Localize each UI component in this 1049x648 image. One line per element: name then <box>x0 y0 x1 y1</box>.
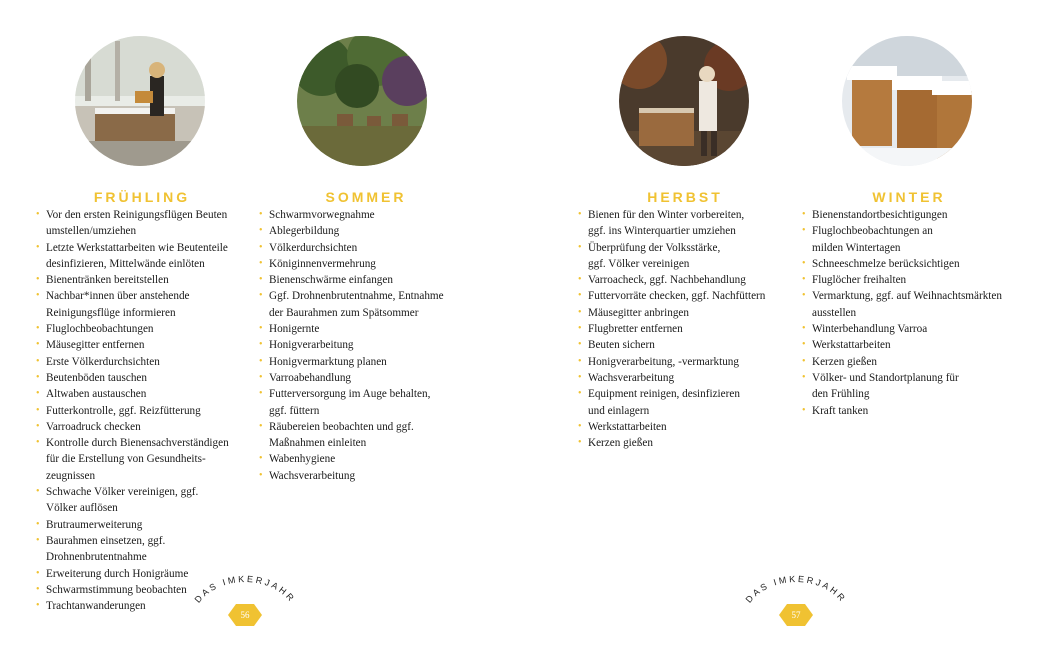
list-item-text: Futterversorgung im Auge behalten, <box>269 388 431 401</box>
bullet-icon: • <box>802 339 806 351</box>
list-item-text: Fluglöcher freihalten <box>812 274 907 287</box>
list-item-text: Maßnahmen einleiten <box>269 437 367 450</box>
bullet-icon: • <box>36 241 40 253</box>
list-item-text: Varroacheck, ggf. Nachbehandlung <box>588 274 746 287</box>
list-item-text: Trachtanwanderungen <box>46 600 146 613</box>
bullet-icon: • <box>36 518 40 530</box>
list-item-text: Werkstattarbeiten <box>812 339 891 352</box>
bullet-icon: • <box>802 209 806 220</box>
season-title-autumn: HERBST <box>647 189 723 205</box>
list-item-text: Mäusegitter anbringen <box>588 306 689 319</box>
bullet-icon: • <box>802 355 806 367</box>
list-item <box>259 354 444 370</box>
bullet-icon: • <box>578 339 582 351</box>
list-item <box>259 451 444 467</box>
beekeeper-autumn-icon <box>619 36 749 166</box>
list-item <box>578 321 765 337</box>
list-item <box>578 370 765 386</box>
list-item <box>802 223 1002 239</box>
list-item-text: für die Erstellung von Gesundheits- <box>46 453 206 466</box>
bullet-icon: • <box>802 225 806 237</box>
list-item-text: Flugbretter entfernen <box>588 323 683 336</box>
list-item-text: Wabenhygiene <box>269 453 336 466</box>
list-item <box>259 256 444 272</box>
list-item-text: Kraft tanken <box>812 404 869 417</box>
list-item-text: Ablegerbildung <box>269 225 340 238</box>
list-item <box>36 533 229 549</box>
list-item <box>578 337 765 353</box>
bullet-icon: • <box>259 355 263 367</box>
page-number: 56 <box>240 610 250 620</box>
list-item-text: Kerzen gießen <box>588 437 653 450</box>
list-item <box>36 451 229 467</box>
bullet-icon: • <box>802 290 806 302</box>
list-item-text: Beutenböden tauschen <box>46 371 147 384</box>
list-item <box>36 272 229 288</box>
list-item-text: ggf. ins Winterquartier umziehen <box>588 225 736 238</box>
list-item-text: Erste Völkerdurchsichten <box>46 355 160 368</box>
list-item-text: umstellen/umziehen <box>46 225 137 238</box>
list-item <box>802 207 1002 223</box>
list-item <box>259 419 444 435</box>
list-item <box>578 223 765 239</box>
bullet-icon: • <box>259 241 263 253</box>
bullet-icon: • <box>802 274 806 286</box>
bullet-icon: • <box>259 469 263 481</box>
bullet-icon: • <box>36 274 40 286</box>
bullet-icon: • <box>36 600 40 612</box>
list-item <box>578 435 765 451</box>
list-item <box>36 468 229 484</box>
bullet-icon: • <box>578 437 582 449</box>
list-item <box>36 549 229 565</box>
list-item-text: Völker- und Standortplanung für <box>812 371 959 384</box>
list-item-text: Räubereien beobachten und ggf. <box>269 420 414 433</box>
list-item <box>259 403 444 419</box>
list-item-text: Bienentränken bereitstellen <box>46 274 169 287</box>
list-item-text: Vermarktung, ggf. auf Weihnachtsmärkten <box>812 290 1002 303</box>
task-list-autumn <box>578 207 765 451</box>
list-item-text: Baurahmen einsetzen, ggf. <box>46 534 166 547</box>
list-item-text: Bienen für den Winter vorbereiten, <box>588 209 745 221</box>
list-item-text: Ggf. Drohnenbrutentnahme, Entnahme <box>269 290 444 303</box>
list-item-text: Drohnenbrutentnahme <box>46 551 147 564</box>
list-item-text: Letzte Werkstattarbeiten wie Beutenteile <box>46 241 228 254</box>
list-item <box>36 288 229 304</box>
running-title: DAS IMKERJAHR <box>743 573 849 605</box>
list-item-text: Nachbar*innen über anstehende <box>46 290 190 303</box>
list-item <box>36 256 229 272</box>
list-item-text: Schwache Völker vereinigen, ggf. <box>46 486 199 499</box>
list-item-text: Fluglochbeobachtungen an <box>812 225 933 238</box>
bullet-icon: • <box>259 339 263 351</box>
list-item <box>802 272 1002 288</box>
list-item <box>259 435 444 451</box>
list-item <box>36 354 229 370</box>
list-item <box>36 207 229 223</box>
bullet-icon: • <box>259 290 263 302</box>
list-item <box>36 500 229 516</box>
list-item <box>802 337 1002 353</box>
list-item <box>259 240 444 256</box>
bullet-icon: • <box>578 371 582 383</box>
list-item <box>36 386 229 402</box>
list-item-text: Wachsverarbeitung <box>269 469 356 482</box>
bullet-icon: • <box>802 257 806 269</box>
task-list-summer <box>259 207 444 484</box>
list-item-text: milden Wintertagen <box>812 241 901 254</box>
task-list-winter <box>802 207 1002 419</box>
list-item-text: Überprüfung der Volksstärke, <box>588 241 721 254</box>
bullet-icon: • <box>36 355 40 367</box>
list-item-text: Schneeschmelze berücksichtigen <box>812 257 960 270</box>
bullet-icon: • <box>36 404 40 416</box>
bullet-icon: • <box>802 323 806 335</box>
hives-winter-icon <box>842 36 972 166</box>
bullet-icon: • <box>259 371 263 383</box>
list-item <box>578 354 765 370</box>
list-item-text: ggf. Völker vereinigen <box>588 257 690 270</box>
bullet-icon: • <box>578 241 582 253</box>
list-item <box>259 305 444 321</box>
season-title-winter: WINTER <box>872 189 946 205</box>
list-item <box>578 272 765 288</box>
list-item-text: Varroabehandlung <box>269 371 352 384</box>
bullet-icon: • <box>36 534 40 546</box>
list-item-text: Wachsverarbeitung <box>588 371 675 384</box>
list-item-text: Bienenstandortbesichtigungen <box>812 209 948 221</box>
bullet-icon: • <box>36 388 40 400</box>
bullet-icon: • <box>578 323 582 335</box>
season-title-summer: SOMMER <box>325 189 407 205</box>
list-item-text: den Frühling <box>812 388 870 401</box>
bullet-icon: • <box>36 323 40 335</box>
list-item <box>36 321 229 337</box>
bullet-icon: • <box>578 306 582 318</box>
list-item <box>36 240 229 256</box>
list-item <box>802 386 1002 402</box>
bullet-icon: • <box>802 371 806 383</box>
list-item <box>802 354 1002 370</box>
list-item <box>259 386 444 402</box>
bullet-icon: • <box>578 355 582 367</box>
list-item-text: Honigvermarktung planen <box>269 355 387 368</box>
list-item-text: Brutraumerweiterung <box>46 518 143 531</box>
list-item-text: zeugnissen <box>46 469 96 482</box>
list-item-text: Futterkontrolle, ggf. Reizfütterung <box>46 404 201 417</box>
list-item-text: Winterbehandlung Varroa <box>812 323 928 336</box>
list-item-text: Kerzen gießen <box>812 355 877 368</box>
list-item-text: desinfizieren, Mittelwände einlöten <box>46 257 205 270</box>
list-item-text: Völkerdurchsichten <box>269 241 358 254</box>
list-item <box>36 305 229 321</box>
list-item <box>578 386 765 402</box>
page-footer-right <box>736 573 856 642</box>
bullet-icon: • <box>259 420 263 432</box>
bullet-icon: • <box>578 388 582 400</box>
list-item-text: Werkstattarbeiten <box>588 420 667 433</box>
list-item <box>36 403 229 419</box>
garden-summer-icon <box>297 36 427 166</box>
bullet-icon: • <box>578 274 582 286</box>
bullet-icon: • <box>36 290 40 302</box>
bullet-icon: • <box>259 209 263 220</box>
bullet-icon: • <box>578 209 582 220</box>
list-item-text: Honigverarbeitung <box>269 339 354 352</box>
list-item <box>802 321 1002 337</box>
list-item-text: Fluglochbeobachtungen <box>46 323 154 336</box>
list-item <box>36 517 229 533</box>
bullet-icon: • <box>259 323 263 335</box>
list-item-text: und einlagern <box>588 404 650 417</box>
list-item <box>36 370 229 386</box>
bullet-icon: • <box>259 388 263 400</box>
list-item-text: Schwarmstimmung beobachten <box>46 583 187 596</box>
list-item-text: Equipment reinigen, desinfizieren <box>588 388 740 401</box>
list-item <box>259 321 444 337</box>
list-item-text: Schwarmvorwegnahme <box>269 209 375 221</box>
bullet-icon: • <box>259 453 263 465</box>
beekeeper-spring-icon <box>75 36 205 166</box>
list-item-text: Vor den ersten Reinigungsflügen Beuten <box>46 209 228 221</box>
bullet-icon: • <box>36 420 40 432</box>
bullet-icon: • <box>36 209 40 220</box>
list-item <box>802 240 1002 256</box>
task-list-spring <box>36 207 229 614</box>
list-item-text: Futtervorräte checken, ggf. Nachfüttern <box>588 290 766 303</box>
list-item <box>578 240 765 256</box>
page-footer-left <box>185 573 305 642</box>
list-item-text: Varroadruck checken <box>46 420 141 433</box>
list-item <box>259 370 444 386</box>
list-item <box>578 207 765 223</box>
bullet-icon: • <box>259 257 263 269</box>
list-item <box>36 223 229 239</box>
list-item <box>36 435 229 451</box>
list-item-text: Beuten sichern <box>588 339 655 352</box>
list-item <box>259 337 444 353</box>
list-item <box>259 207 444 223</box>
list-item-text: Altwaben austauschen <box>46 388 147 401</box>
season-title-spring: FRÜHLING <box>93 189 191 205</box>
list-item <box>802 305 1002 321</box>
bullet-icon: • <box>36 583 40 595</box>
list-item-text: Honigverarbeitung, -vermarktung <box>588 355 739 368</box>
list-item-text: Mäusegitter entfernen <box>46 339 145 352</box>
bullet-icon: • <box>36 339 40 351</box>
bullet-icon: • <box>259 274 263 286</box>
list-item <box>578 419 765 435</box>
list-item <box>802 370 1002 386</box>
list-item <box>259 288 444 304</box>
list-item <box>259 223 444 239</box>
list-item-text: Honigernte <box>269 323 320 336</box>
list-item <box>36 566 229 582</box>
page-number: 57 <box>791 610 801 620</box>
list-item <box>578 403 765 419</box>
bullet-icon: • <box>578 290 582 302</box>
list-item <box>802 256 1002 272</box>
list-item <box>36 419 229 435</box>
list-item <box>578 305 765 321</box>
list-item-text: ggf. füttern <box>269 404 320 417</box>
bullet-icon: • <box>259 225 263 237</box>
bullet-icon: • <box>36 437 40 449</box>
list-item-text: Bienenschwärme einfangen <box>269 274 393 287</box>
list-item-text: Königinnenvermehrung <box>269 257 376 270</box>
list-item-text: Kontrolle durch Bienensachverständigen <box>46 437 229 450</box>
list-item <box>578 288 765 304</box>
bullet-icon: • <box>802 404 806 416</box>
bullet-icon: • <box>36 567 40 579</box>
bullet-icon: • <box>36 486 40 498</box>
bullet-icon: • <box>578 420 582 432</box>
running-title: DAS IMKERJAHR <box>192 573 298 605</box>
list-item <box>802 403 1002 419</box>
list-item-text: ausstellen <box>812 306 857 319</box>
list-item-text: Völker auflösen <box>46 502 118 515</box>
list-item-text: der Baurahmen zum Spätsommer <box>269 306 419 319</box>
list-item <box>802 288 1002 304</box>
list-item <box>36 337 229 353</box>
list-item-text: Erweiterung durch Honigräume <box>46 567 189 580</box>
bullet-icon: • <box>36 371 40 383</box>
list-item-text: Reinigungsflüge informieren <box>46 306 176 319</box>
list-item <box>259 272 444 288</box>
list-item <box>36 484 229 500</box>
list-item <box>578 256 765 272</box>
list-item <box>259 468 444 484</box>
